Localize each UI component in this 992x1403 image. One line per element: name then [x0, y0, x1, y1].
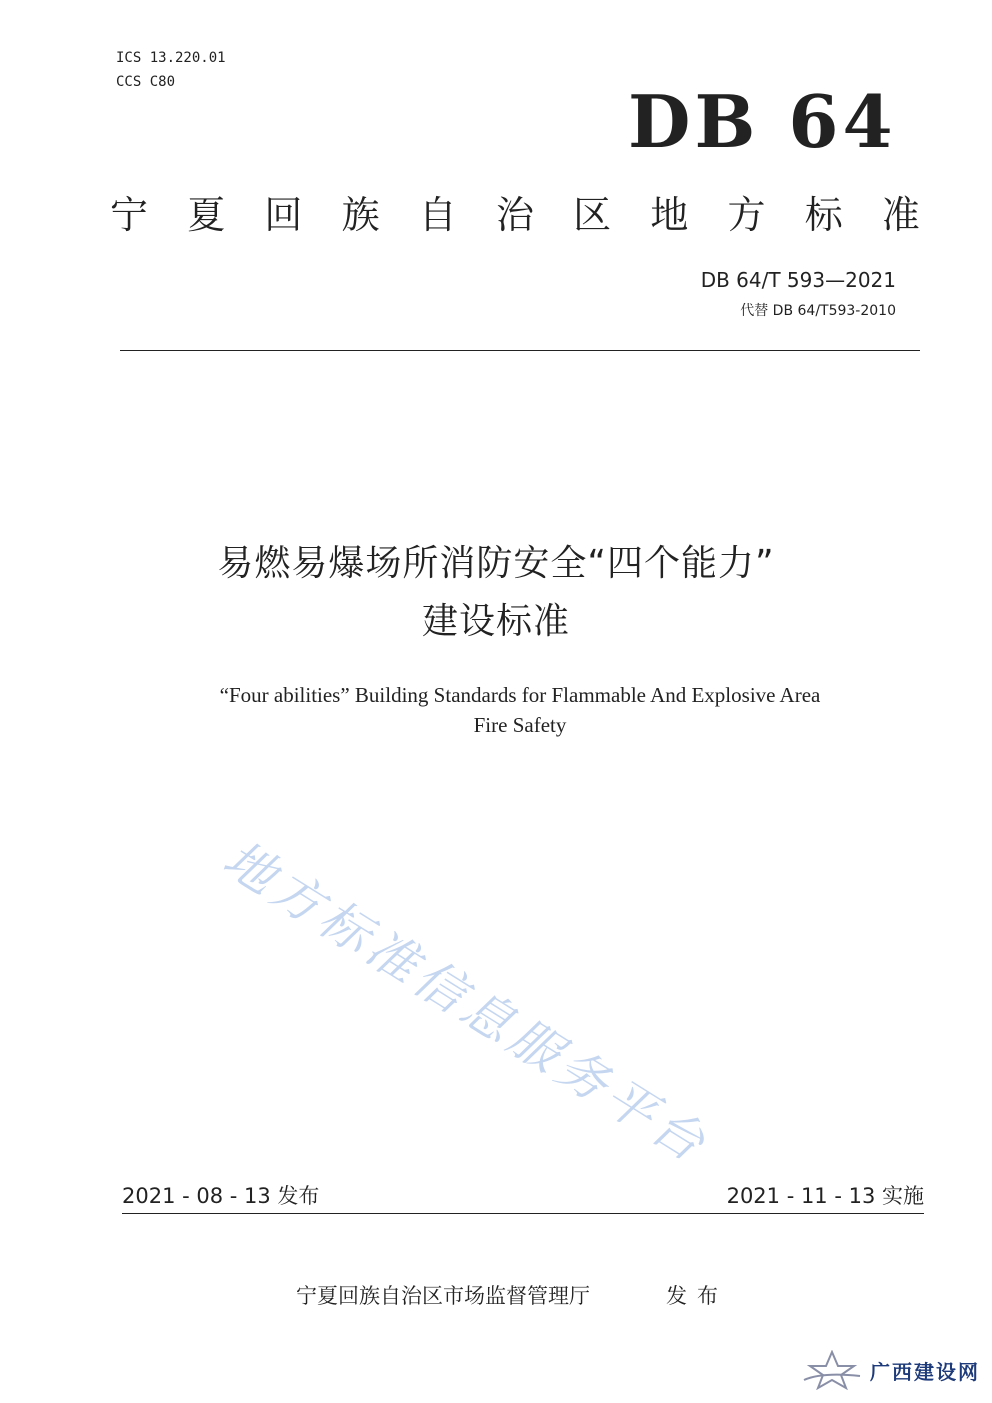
- document-title-cn-line1: 易燃易爆场所消防安全“四个能力”: [217, 543, 775, 584]
- title-char: 族: [341, 193, 380, 237]
- title-char: 地: [650, 193, 689, 237]
- publish-date: 2021 - 08 - 13 发布: [122, 1184, 320, 1208]
- issuer-name: 宁夏回族自治区市场监督管理厅: [296, 1284, 590, 1308]
- star-logo-icon: [802, 1350, 862, 1390]
- watermark: 地方标准信息服务平台: [213, 829, 720, 1176]
- classification-codes: [116, 46, 226, 94]
- title-char: 标: [804, 193, 843, 237]
- footer-divider: [122, 1213, 924, 1214]
- standard-type-title: [110, 190, 920, 240]
- title-char: 准: [881, 193, 920, 237]
- replaces-standard: 代替 DB 64/T593-2010: [740, 303, 896, 319]
- ics-code: ICS 13.220.01: [116, 50, 226, 66]
- title-char: 区: [573, 193, 612, 237]
- title-char: 回: [264, 193, 303, 237]
- db-logo: DB 64: [628, 79, 897, 164]
- title-char: 夏: [187, 193, 226, 237]
- title-char: 宁: [110, 193, 149, 237]
- title-char: 自: [418, 193, 457, 237]
- title-char: 治: [495, 193, 534, 237]
- site-logo: [802, 1350, 980, 1390]
- standard-number: DB 64/T 593—2021: [700, 268, 896, 292]
- site-logo-text: 广西建设网: [870, 1359, 980, 1384]
- title-char: 方: [727, 193, 766, 237]
- document-title-en-line2: Fire Safety: [473, 713, 567, 737]
- document-title-cn-line2: 建设标准: [421, 601, 570, 642]
- ccs-code: CCS C80: [116, 74, 176, 90]
- effective-date: 2021 - 11 - 13 实施: [726, 1184, 924, 1208]
- issue-action: 发布: [666, 1284, 728, 1308]
- document-title-en-line1: “Four abilities” Building Standards for Flammable And Explosive Area: [219, 683, 821, 707]
- header-divider: [120, 350, 920, 351]
